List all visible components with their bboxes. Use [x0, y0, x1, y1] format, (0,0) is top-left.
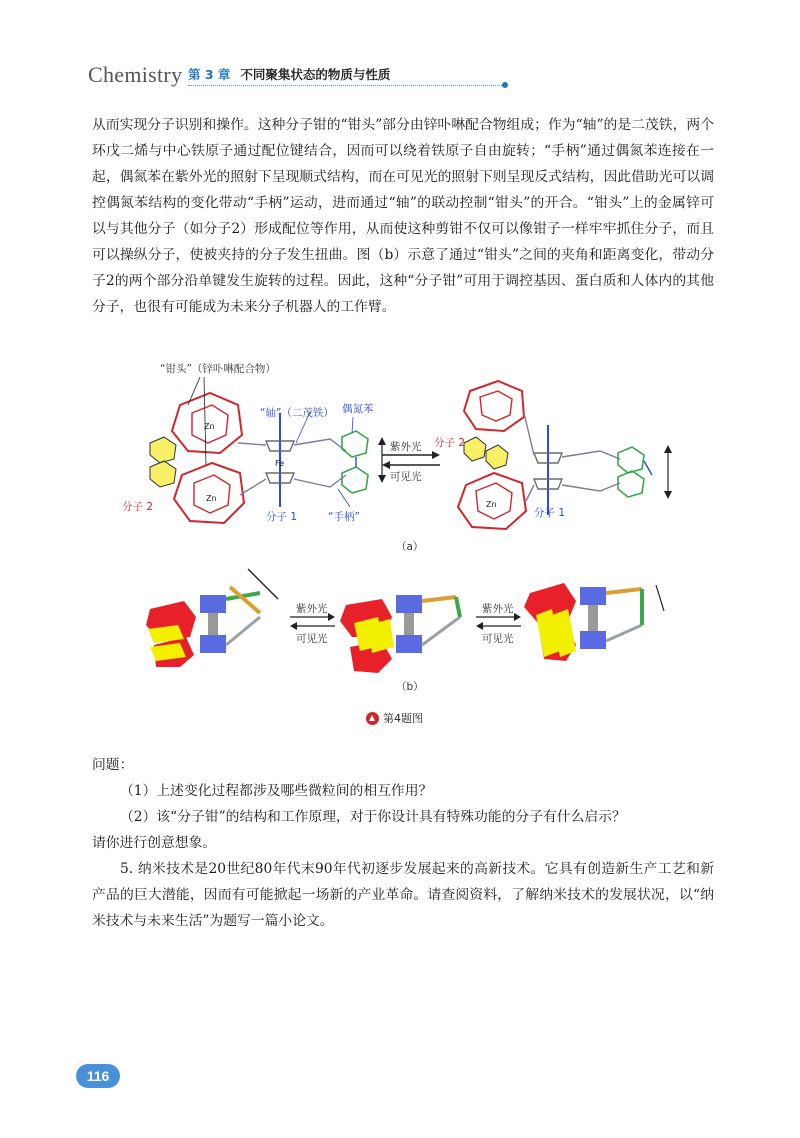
azobenzene-left — [342, 431, 368, 493]
figure-title-text: 第4题图 — [383, 712, 423, 725]
uv-light-label-a: 紫外光 — [390, 441, 422, 453]
molecular-pincer-diagram — [120, 355, 690, 555]
visible-light-label-b2: 可见光 — [482, 633, 514, 645]
page-header — [88, 60, 428, 90]
header-rule — [188, 85, 506, 86]
pincer-head-label: “钳头”（锌卟啉配合物） — [160, 363, 276, 375]
chapter-number: 第 3 章 — [188, 67, 231, 82]
figure-title — [366, 710, 423, 726]
molecule-1-right-label: 分子 1 — [534, 507, 566, 519]
handle-label: “手柄” — [328, 511, 360, 523]
figure-a — [120, 355, 690, 555]
question-2-line-1: （2）该“分子钳”的结构和工作原理，对于你设计具有特殊功能的分子有什么启示？ — [120, 809, 626, 825]
porphyrin-head-bottom-left — [174, 463, 244, 523]
caption-a: （a） — [396, 541, 424, 553]
questions-heading: 问题： — [92, 757, 134, 773]
question-1: （1）上述变化过程都涉及哪些微粒间的相互作用？ — [120, 783, 433, 799]
porphyrin-head-bottom-right — [458, 473, 526, 529]
figure-b — [120, 565, 690, 693]
book-brand: Chemistry — [88, 62, 183, 87]
pincer-state-1 — [146, 569, 278, 667]
molecule-1-left-label: 分子 1 — [266, 511, 298, 523]
item-5: 5. 纳米技术是20世纪80年代末90年代初逐步发展起来的高新技术。它具有创造新生产工艺和新产品的巨大潜能，因而有可能掀起一场新的产业革命。请查阅资料，了解纳米技术的发展状况，以“纳米技术与未来生活”为题写一篇小论文。 — [92, 861, 714, 929]
uv-light-label-b1: 紫外光 — [296, 603, 328, 615]
caption-b: （b） — [396, 681, 424, 693]
porphyrin-head-top-left — [172, 393, 242, 453]
chapter-title: 不同聚集状态的物质与性质 — [240, 67, 391, 82]
linker-chain-right — [524, 413, 620, 501]
molecule-2-right — [464, 437, 508, 469]
molecule-2-left-label: 分子 2 — [122, 501, 154, 513]
body-paragraph: 从而实现分子识别和操作。这种分子钳的“钳头”部分由锌卟啉配合物组成；作为“轴”的是二茂铁，两个环戊二烯与中心铁原子通过配位键结合，因而可以绕着铁原子自由旋转；“手柄”通过偶氮苯连接在一起，偶氮苯在紫外光的照射下呈现顺式结构，而在可见光的照射下则呈现反式结构，因此借助光可以调控偶氮苯结构的变化带动“手柄”运动，进而通过“轴”的联动控制“钳头”的开合。“钳头”上的金属锌可以与其他分子（如分子2）形成配位等作用，从而使这种剪钳不仅可以像钳子一样牢牢抓住分子，而且可以操纵分子，使被夹持的分子发生扭曲。图（b）示意了通过“钳头”之间的夹角和距离变化，带动分子2的两个部分沿单键发生旋转的过程。因此，这种“分子钳”可用于调控基因、蛋白质和人体内的其他分子，也很有可能成为未来分子机器人的工作臂。 — [92, 117, 714, 315]
header-dot — [502, 82, 508, 88]
triangle-icon — [366, 712, 379, 725]
chapter-tag — [188, 65, 390, 83]
azobenzene-right — [618, 447, 652, 497]
uv-light-label-b2: 紫外光 — [482, 603, 514, 615]
axis-label: “轴”（二茂铁） — [260, 407, 334, 419]
visible-light-label-b1: 可见光 — [296, 633, 328, 645]
porphyrin-head-top-right — [464, 381, 524, 431]
visible-light-label-a: 可见光 — [390, 471, 422, 483]
question-2-line-2: 请你进行创意想象。 — [92, 835, 217, 851]
pincer-mechanism-diagram — [120, 565, 690, 690]
ferrocene-axis-left — [266, 413, 294, 507]
fe-label: Fe — [275, 459, 285, 468]
pincer-state-3 — [524, 583, 664, 661]
molecule-2-right-label: 分子 2 — [434, 437, 466, 449]
pincer-state-2 — [340, 595, 460, 673]
zn-label: Zn — [204, 422, 215, 431]
zn-label: Zn — [486, 500, 497, 509]
molecule-2-left — [150, 437, 176, 487]
azobenzene-label: 偶氮苯 — [342, 403, 374, 415]
ferrocene-axis-right — [534, 425, 562, 515]
page-number: 116 — [76, 1064, 120, 1088]
zn-label: Zn — [206, 494, 217, 503]
